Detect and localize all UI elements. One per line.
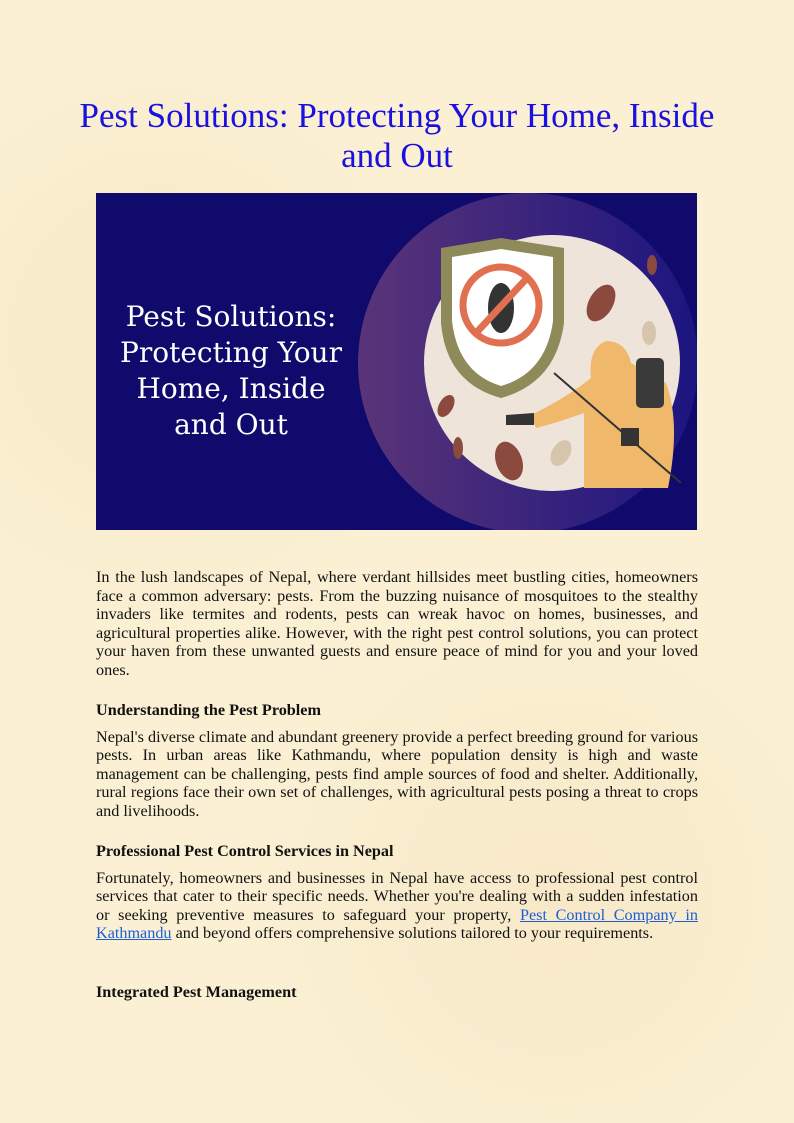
banner-image xyxy=(96,193,697,530)
pest-control-illustration xyxy=(96,193,697,530)
intro-paragraph: In the lush landscapes of Nepal, where verdant hillsides meet bustling cities, homeowners face a common adversary: pests. From the buzzing nuisance of mosquitoes to the stealthy invaders like termites and rodents, pests can wreak havoc on homes, businesses, and agricultural properties alike. However, with the right pest control solutions, you can protect your haven from these unwanted guests and ensure peace of mind for you and your loved ones. xyxy=(96,568,698,679)
paragraph-text: and beyond offers comprehensive solutions tailored to your requirements. xyxy=(171,924,654,943)
pest-control-company-link[interactable]: Pest Control Company in Kathmandu xyxy=(96,905,698,943)
section-heading: Integrated Pest Management xyxy=(96,983,297,1001)
section-paragraph: Nepal's diverse climate and abundant greenery provide a perfect breeding ground for various pests. In urban areas like Kathmandu, where population density is high and waste management can be challenging, pests find ample sources of food and shelter. Additionally, rural regions face their own set of challenges, with agricultural pests posing a threat to crops and livelihoods. xyxy=(96,727,698,820)
section-heading: Understanding the Pest Problem xyxy=(96,701,321,719)
page-title: Pest Solutions: Protecting Your Home, Inside and Out xyxy=(79,96,715,175)
section-heading: Professional Pest Control Services in Nepal xyxy=(96,842,394,860)
banner-title: Pest Solutions: Protecting Your Home, Inside and Out xyxy=(120,300,342,441)
paragraph-text: Fortunately, homeowners and businesses in Nepal have access to professional pest control services that cater to their specific needs. Whether you're dealing with a sudden infestation or seeking preventive measures to safeguard your property, xyxy=(96,868,698,924)
article-body xyxy=(96,568,698,680)
section-paragraph xyxy=(96,869,698,943)
